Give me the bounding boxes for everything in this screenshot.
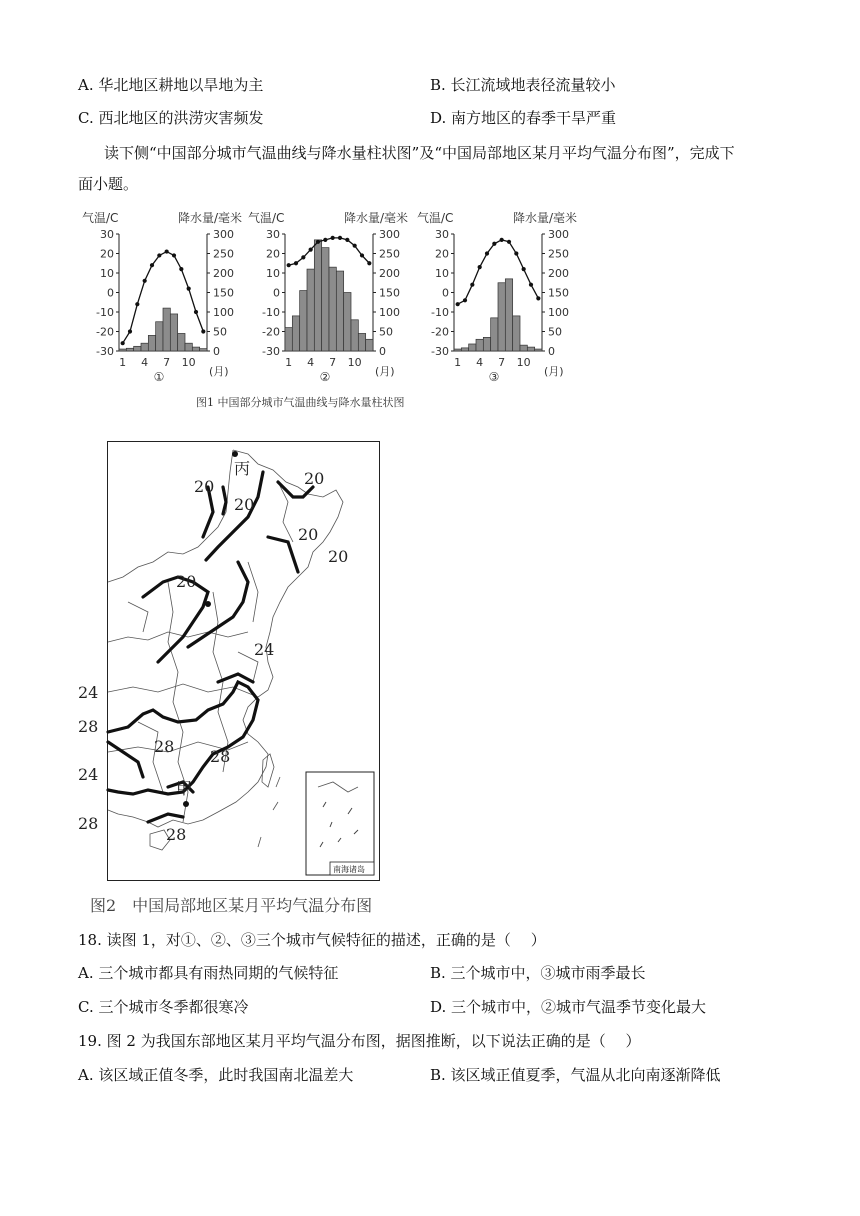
precip-tick-label: 50: [213, 325, 227, 339]
q18-option-d: D. 三个城市中，②城市气温季节变化最大: [430, 998, 707, 1016]
month-tick-label: 1: [285, 356, 293, 369]
precip-bar: [178, 333, 185, 351]
precip-tick-label: 0: [213, 345, 220, 358]
temp-tick-label: -20: [431, 325, 449, 339]
precip-bar: [358, 333, 365, 351]
precip-bar: [134, 346, 141, 351]
isotherm-label: 20: [328, 547, 349, 566]
temp-point: [367, 261, 371, 265]
temp-axis-label: 气温/C: [82, 211, 119, 225]
temp-point: [514, 251, 518, 255]
temp-point: [536, 296, 540, 300]
isotherm-label: 28: [210, 747, 231, 766]
temp-tick-label: 0: [107, 286, 114, 300]
south-china-sea-inset: [306, 772, 374, 875]
precip-bar: [322, 248, 329, 351]
month-tick-label: 4: [141, 356, 149, 369]
month-unit-label: (月): [209, 365, 229, 378]
figure1-caption: 图1 中国部分城市气温曲线与降水量柱状图: [196, 396, 405, 409]
temp-point: [492, 242, 496, 246]
month-tick-label: 7: [498, 356, 506, 369]
climate-chart: [248, 208, 418, 387]
precip-bar: [119, 349, 126, 351]
precip-axis-label: 降水量/毫米: [178, 211, 243, 225]
isotherm-label: 20: [234, 495, 255, 514]
temp-point: [323, 238, 327, 242]
precip-tick-label: 300: [548, 228, 569, 241]
temp-tick-label: 10: [100, 267, 114, 280]
precip-bar: [170, 314, 177, 351]
temp-point: [187, 287, 191, 291]
precip-bar: [520, 345, 527, 351]
temp-point: [470, 283, 474, 287]
temp-tick-label: 30: [100, 228, 114, 241]
temp-point: [135, 302, 139, 306]
marker-bing: 丙: [234, 459, 251, 478]
precip-tick-label: 100: [379, 306, 400, 319]
precip-bar: [461, 348, 468, 351]
temp-point: [294, 261, 298, 265]
temp-axis-label: 气温/C: [417, 211, 454, 225]
temp-tick-label: -20: [262, 325, 280, 339]
temp-point: [143, 279, 147, 283]
precip-tick-label: 200: [379, 267, 400, 280]
marker-jia: 甲: [176, 779, 193, 798]
isotherm-label: 28: [166, 825, 187, 844]
option-b: B. 长江流域地表径流量较小: [430, 76, 616, 94]
inset-label: 南海诸岛: [333, 865, 365, 874]
isotherm-label: 24: [78, 765, 99, 784]
precip-bar: [200, 349, 207, 351]
temp-tick-label: 10: [266, 267, 280, 280]
map-frame: [78, 441, 380, 881]
temp-point: [522, 267, 526, 271]
precip-bar: [498, 283, 505, 351]
temp-point: [150, 263, 154, 267]
q18-stem: 18. 读图 1，对①、②、③三个城市气候特征的描述，正确的是（ ）: [78, 931, 546, 949]
precip-bar: [300, 291, 307, 351]
temp-point: [194, 310, 198, 314]
china-temperature-map: [78, 442, 378, 879]
temp-point: [456, 302, 460, 306]
precip-tick-label: 50: [379, 325, 393, 339]
precip-bar: [185, 343, 192, 351]
climate-chart-svg: [248, 208, 418, 383]
temp-tick-label: -30: [262, 345, 280, 358]
precip-tick-label: 300: [379, 228, 400, 241]
temp-point: [179, 267, 183, 271]
temp-tick-label: 20: [266, 247, 280, 261]
temp-point: [529, 283, 533, 287]
precip-bar: [329, 267, 336, 351]
precip-tick-label: 250: [548, 247, 569, 261]
precip-tick-label: 150: [379, 286, 400, 300]
isotherm-label: 28: [78, 717, 99, 736]
q18-option-b: B. 三个城市中，③城市雨季最长: [430, 964, 646, 982]
chart-label: ②: [319, 370, 331, 384]
precip-bar: [469, 344, 476, 351]
temp-point: [478, 265, 482, 269]
climate-chart-svg: [82, 208, 252, 383]
precip-bar: [344, 293, 351, 352]
figure2-caption: 图2 中国局部地区某月平均气温分布图: [90, 896, 373, 915]
temp-tick-label: -30: [96, 345, 114, 358]
precip-tick-label: 200: [213, 267, 234, 280]
month-unit-label: (月): [544, 365, 564, 378]
precip-tick-label: 200: [548, 267, 569, 280]
isotherm-label: 20: [304, 469, 325, 488]
chart-label: ③: [488, 370, 500, 384]
precip-tick-label: 250: [213, 247, 234, 261]
temp-tick-label: 10: [435, 267, 449, 280]
temp-point: [463, 298, 467, 302]
climate-chart-svg: [417, 208, 587, 383]
intro-line2: 面小题。: [78, 175, 139, 193]
precip-bar: [141, 343, 148, 351]
option-d: D. 南方地区的春季干旱严重: [430, 109, 617, 127]
chart-label: ①: [153, 370, 165, 384]
city-dot-beijing: [205, 601, 211, 607]
precip-bar: [126, 348, 133, 351]
month-unit-label: (月): [375, 365, 395, 378]
temp-point: [121, 341, 125, 345]
temp-tick-label: 0: [273, 286, 280, 300]
month-tick-label: 1: [119, 356, 127, 369]
precip-tick-label: 300: [213, 228, 234, 241]
option-c: C. 西北地区的洪涝灾害频发: [78, 109, 264, 127]
precip-bar: [292, 316, 299, 351]
temp-tick-label: 20: [100, 247, 114, 261]
precip-tick-label: 150: [548, 286, 569, 300]
precip-bar: [513, 316, 520, 351]
precip-tick-label: 0: [548, 345, 555, 358]
temp-tick-label: -20: [96, 325, 114, 339]
isotherm-label: 28: [78, 814, 99, 833]
precip-tick-label: 50: [548, 325, 562, 339]
temp-point: [360, 253, 364, 257]
precip-bar: [148, 335, 155, 351]
temp-point: [500, 238, 504, 242]
precip-bar: [163, 308, 170, 351]
precip-tick-label: 100: [213, 306, 234, 319]
temp-tick-label: 0: [442, 286, 449, 300]
precip-bar: [535, 349, 542, 351]
q18-option-c: C. 三个城市冬季都很寒冷: [78, 998, 249, 1016]
temp-point: [309, 248, 313, 252]
precip-bar: [156, 322, 163, 351]
climate-chart: [82, 208, 252, 387]
temp-point: [338, 236, 342, 240]
temp-point: [301, 255, 305, 259]
month-tick-label: 4: [307, 356, 315, 369]
isotherm-label: 24: [254, 640, 275, 659]
isotherm-label: 28: [154, 737, 175, 756]
month-tick-label: 7: [163, 356, 171, 369]
intro-line1: 读下侧“中国部分城市气温曲线与降水量柱状图”及“中国局部地区某月平均气温分布图”，完成下: [104, 144, 735, 162]
precip-bar: [454, 349, 461, 351]
temp-point: [287, 263, 291, 267]
isotherm-label: 20: [176, 572, 197, 591]
q19-stem: 19. 图 2 为我国东部地区某月平均气温分布图，据图推断，以下说法正确的是（ ）: [78, 1032, 641, 1050]
precip-bar: [527, 347, 534, 351]
precip-bar: [505, 279, 512, 351]
q19-option-b: B. 该区域正值夏季，气温从北向南逐渐降低: [430, 1066, 721, 1084]
isotherm-lines: [108, 472, 313, 822]
month-tick-label: 7: [329, 356, 337, 369]
precip-bar: [351, 320, 358, 351]
temp-point: [165, 249, 169, 253]
option-a: A. 华北地区耕地以旱地为主: [78, 76, 264, 94]
temp-tick-label: -10: [96, 306, 114, 319]
precip-bar: [483, 337, 490, 351]
precip-bar: [476, 339, 483, 351]
temp-tick-label: -10: [262, 306, 280, 319]
precip-tick-label: 150: [213, 286, 234, 300]
temp-point: [345, 238, 349, 242]
temp-point: [201, 329, 205, 333]
temp-point: [172, 253, 176, 257]
city-dot-bing: [232, 451, 238, 457]
temp-tick-label: 20: [435, 247, 449, 261]
precip-axis-label: 降水量/毫米: [513, 211, 578, 225]
month-tick-label: 10: [181, 356, 196, 369]
climate-chart: [417, 208, 587, 387]
precip-bar: [285, 328, 292, 351]
q18-option-a: A. 三个城市都具有雨热同期的气候特征: [78, 964, 339, 982]
temp-point: [507, 240, 511, 244]
isotherm-label: 20: [298, 525, 319, 544]
precip-bar: [307, 269, 314, 351]
temp-tick-label: 30: [266, 228, 280, 241]
temp-tick-label: 30: [435, 228, 449, 241]
precip-tick-label: 0: [379, 345, 386, 358]
city-dot-jia: [183, 801, 189, 807]
precip-bar: [491, 318, 498, 351]
precip-tick-label: 100: [548, 306, 569, 319]
q19-option-a: A. 该区域正值冬季，此时我国南北温差大: [78, 1066, 354, 1084]
isotherm-label: 24: [78, 683, 99, 702]
temp-tick-label: -10: [431, 306, 449, 319]
temp-point: [331, 236, 335, 240]
temp-axis-label: 气温/C: [248, 211, 285, 225]
isotherm-label: 20: [194, 477, 215, 496]
temp-point: [353, 244, 357, 248]
month-tick-label: 4: [476, 356, 484, 369]
month-tick-label: 1: [454, 356, 462, 369]
temp-point: [128, 329, 132, 333]
month-tick-label: 10: [516, 356, 531, 369]
precip-bar: [336, 271, 343, 351]
temp-point: [316, 240, 320, 244]
month-tick-label: 10: [347, 356, 362, 369]
temp-point: [485, 251, 489, 255]
precip-bar: [314, 240, 321, 351]
temp-point: [157, 253, 161, 257]
precip-axis-label: 降水量/毫米: [344, 211, 409, 225]
temp-tick-label: -30: [431, 345, 449, 358]
precip-bar: [192, 347, 199, 351]
precip-tick-label: 250: [379, 247, 400, 261]
precip-bar: [366, 339, 373, 351]
